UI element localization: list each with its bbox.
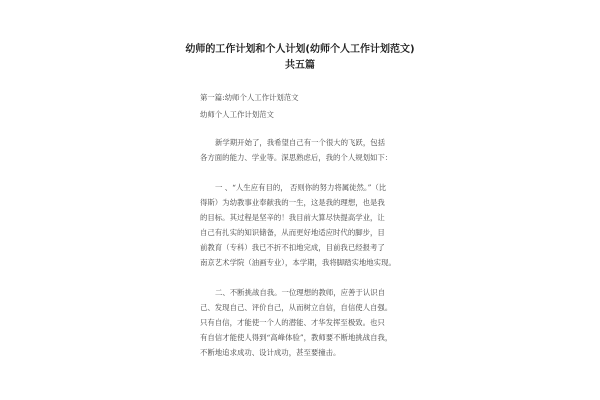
section-subheading: 幼师个人工作计划范文 [200, 110, 274, 119]
paragraph-line: 自己有扎实的知识储备，从而更好地适应时代的脚步，目 [200, 228, 385, 237]
paragraph-line: 二、不断挑战自我。一位理想的教师，应善于认识自 [215, 288, 385, 297]
section-heading: 第一篇:幼师个人工作计划范文 [200, 93, 299, 102]
document-title-count: 共五篇 [285, 60, 315, 71]
paragraph-line: 南京艺术学院（油画专业），本学期，我将脚踏实地地实现。 [200, 258, 396, 267]
paragraph-line: 的目标。其过程是坚辛的！我目前大算尽快提高学业，让 [200, 213, 385, 222]
paragraph-line: 前教育（专科）我已不折不扣地完成，目前我已经报考了 [200, 243, 385, 252]
paragraph-line: 各方面的能力、学业等。深思熟虑后，我的个人规划如下： [200, 153, 393, 162]
paragraph-line: 新学期开始了，我希望自己有一个很大的飞跃，包括 [215, 138, 385, 147]
paragraph-line: 有自信才能使人得到“高峰体验”，教师要不断地挑战自我， [200, 333, 393, 342]
paragraph-line: 一 、“人生应有目的， 否则你的努力将属徒然。”（比 [215, 183, 387, 192]
paragraph-line: 得斯）为幼教事业奉献我的一生，这是我的理想，也是我 [200, 198, 385, 207]
document-title: 幼师的工作计划和个人计划(幼师个人工作计划范文) [185, 44, 415, 55]
paragraph-line: 不断地追求成功、设计成功，甚至要撞击。 [200, 348, 341, 357]
paragraph-line: 只有自信，才能使一个人的潜能、才华发挥至极致。也只 [200, 318, 385, 327]
paragraph-line: 己、发现自己、评价自己，从而树立自信，自信使人自强。 [200, 303, 393, 312]
